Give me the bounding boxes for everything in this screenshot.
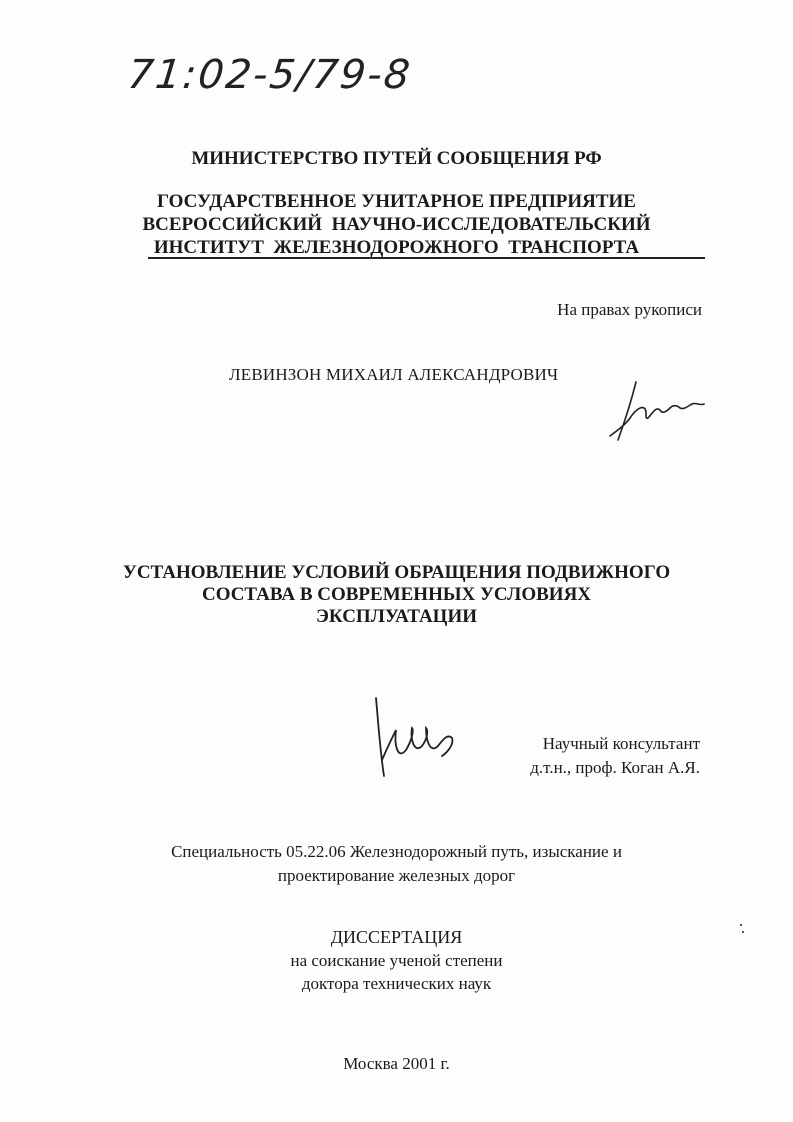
dissertation-title (0, 562, 793, 628)
city-year: Москва 2001 г. (343, 1054, 450, 1073)
organization-line: ВСЕРОССИЙСКИЙ НАУЧНО-ИССЛЕДОВАТЕЛЬСКИЙ (142, 214, 651, 235)
consultant-name: д.т.н., проф. Коган А.Я. (530, 758, 700, 777)
organization-line: ИНСТИТУТ ЖЕЛЕЗНОДОРОЖНОГО ТРАНСПОРТА (153, 237, 640, 258)
consultant-block (530, 732, 700, 780)
scan-speck (740, 924, 742, 926)
degree-line: доктора технических наук (301, 974, 492, 993)
degree-heading: ДИССЕРТАЦИЯ (330, 927, 463, 947)
archive-code: 71:02-5/79-8 (125, 52, 414, 98)
degree-line: на соискание ученой степени (290, 951, 503, 970)
scan-speck (742, 931, 744, 933)
organization-line: ГОСУДАРСТВЕННОЕ УНИТАРНОЕ ПРЕДПРИЯТИЕ (157, 191, 636, 212)
consultant-role: Научный консультант (542, 734, 700, 753)
specialty-line: Специальность 05.22.06 Железнодорожный путь, изыскание и (171, 842, 622, 861)
consultant-signature (366, 690, 466, 780)
ministry-heading: МИНИСТЕРСТВО ПУТЕЙ СООБЩЕНИЯ РФ (191, 148, 602, 169)
author-signature (600, 378, 710, 448)
rights-note: На правах рукописи (557, 300, 702, 319)
degree-block (0, 926, 793, 995)
organization-heading (0, 190, 793, 259)
specialty-block (0, 840, 793, 888)
title-line: СОСТАВА В СОВРЕМЕННЫХ УСЛОВИЯХ (201, 584, 592, 605)
header-rule (148, 257, 705, 259)
title-line: ЭКСПЛУАТАЦИИ (316, 606, 477, 627)
specialty-line: проектирование железных дорог (277, 866, 516, 885)
author-name: ЛЕВИНЗОН МИХАИЛ АЛЕКСАНДРОВИЧ (229, 365, 559, 384)
title-line: УСТАНОВЛЕНИЕ УСЛОВИЙ ОБРАЩЕНИЯ ПОДВИЖНОГО (122, 562, 671, 583)
